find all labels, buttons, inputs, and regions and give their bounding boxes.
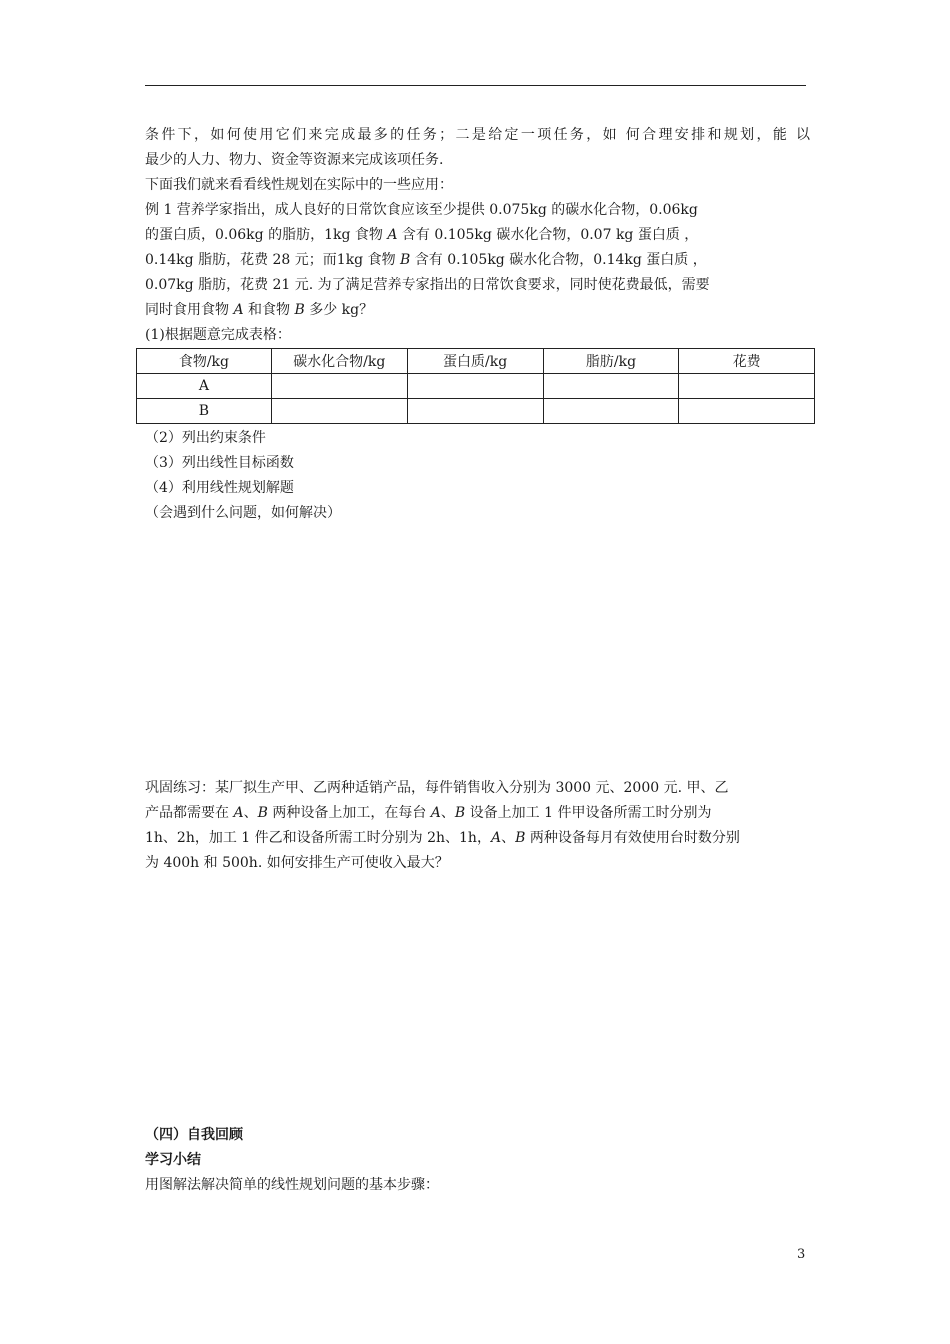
separator: 、: [243, 805, 258, 821]
practice-paragraph: [145, 776, 810, 876]
header-rule: [145, 85, 806, 86]
practice-line-1: 巩固练习：某厂拟生产甲、乙两种适销产品，每件销售收入分别为 3000 元、2000 元. 甲、乙: [145, 780, 729, 796]
variable-b: B: [515, 830, 526, 846]
practice-text: 产品都需要在: [145, 805, 234, 821]
example-1-text: 例 1 营养学家指出，成人良好的日常饮食应该至少提供 0.075kg 的碳水化合物，0.06kg: [145, 202, 698, 218]
step-1-instruction: (1)根据题意完成表格：: [145, 327, 291, 343]
example-1-text: 含有 0.105kg 碳水化合物，0.07 kg 蛋白质 ，: [397, 227, 699, 243]
summary-text: 用图解法解决简单的线性规划问题的基本步骤：: [145, 1177, 439, 1193]
intro-line-1: 条件下，如何使用它们来完成最多的任务；二是给定一项任务，如 何合理安排和规划，能 以: [145, 127, 810, 143]
variable-b: B: [400, 252, 411, 268]
table-row: [137, 399, 815, 424]
example-1-text: 0.14kg 脂肪，花费 28 元；而1kg 食物: [145, 252, 401, 268]
separator: 、: [501, 830, 516, 846]
table-cell: [407, 399, 543, 424]
food-nutrition-table: [136, 348, 815, 424]
practice-text: 1h、2h，加工 1 件乙和设备所需工时分别为 2h、1h，: [145, 830, 491, 846]
variable-a: A: [490, 830, 502, 846]
table-cell: [407, 374, 543, 399]
table-header-row: [137, 349, 815, 374]
separator: 、: [440, 805, 455, 821]
table-cell: [543, 374, 679, 399]
example-1-line-4: 0.07kg 脂肪，花费 21 元. 为了满足营养专家指出的日常饮食要求，同时使花费最低，需要: [145, 277, 710, 293]
table-row: [137, 374, 815, 399]
table-cell: [271, 399, 407, 424]
intro-line-3: 下面我们就来看看线性规划在实际中的一些应用：: [145, 177, 453, 193]
step-4: （4）利用线性规划解题: [145, 480, 294, 496]
table-header-cell: 脂肪/kg: [543, 349, 679, 374]
step-3: （3）列出线性目标函数: [145, 455, 294, 471]
table-header-cell: 食物/kg: [137, 349, 272, 374]
example-1-text: 多少 kg？: [304, 302, 374, 318]
practice-text: 两种设备上加工，在每台: [267, 805, 431, 821]
intro-line-2: 最少的人力、物力、资金等资源来完成该项任务.: [145, 152, 444, 168]
variable-b: B: [294, 302, 305, 318]
variable-a: A: [387, 227, 398, 243]
table-header-cell: 花费: [679, 349, 815, 374]
example-1-text: 同时食用食物: [145, 302, 234, 318]
example-1-line-5: [145, 298, 810, 323]
variable-a: A: [233, 302, 244, 318]
step-2: （2）列出约束条件: [145, 430, 266, 446]
practice-line-3: [145, 826, 810, 851]
example-1-line-3: [145, 248, 810, 273]
variable-a: A: [430, 805, 441, 821]
example-1-text: 含有 0.105kg 碳水化合物，0.14kg 蛋白质 ，: [410, 252, 707, 268]
summary-subheading: 学习小结: [145, 1152, 201, 1168]
table-header-cell: 蛋白质/kg: [407, 349, 543, 374]
table-header-cell: 碳水化合物/kg: [271, 349, 407, 374]
variable-a: A: [233, 805, 244, 821]
variable-b: B: [454, 805, 466, 821]
table-cell: [679, 374, 815, 399]
example-1-line-1: [145, 198, 810, 223]
table-cell: [271, 374, 407, 399]
table-cell: [679, 399, 815, 424]
practice-line-2: [145, 801, 810, 826]
variable-b: B: [257, 805, 268, 821]
steps-list: [145, 426, 810, 526]
table-cell: B: [137, 399, 272, 424]
practice-text: 两种设备每月有效使用台时数分别: [525, 830, 740, 846]
example-1-line-2: [145, 223, 810, 248]
example-1-text: 和食物: [243, 302, 295, 318]
table-cell: A: [137, 374, 272, 399]
page-number: 3: [797, 1247, 806, 1262]
example-1-text: 的蛋白质，0.06kg 的脂肪，1kg 食物: [145, 227, 388, 243]
practice-line-4: 为 400h 和 500h. 如何安排生产可使收入最大？: [145, 855, 449, 871]
review-heading: （四）自我回顾: [145, 1127, 243, 1143]
step-5-note: （会遇到什么问题，如何解决）: [145, 505, 341, 521]
review-section: [145, 1123, 810, 1198]
table-cell: [543, 399, 679, 424]
intro-paragraph: [145, 123, 810, 348]
practice-text: 设备上加工 1 件甲设备所需工时分别为: [465, 805, 712, 821]
